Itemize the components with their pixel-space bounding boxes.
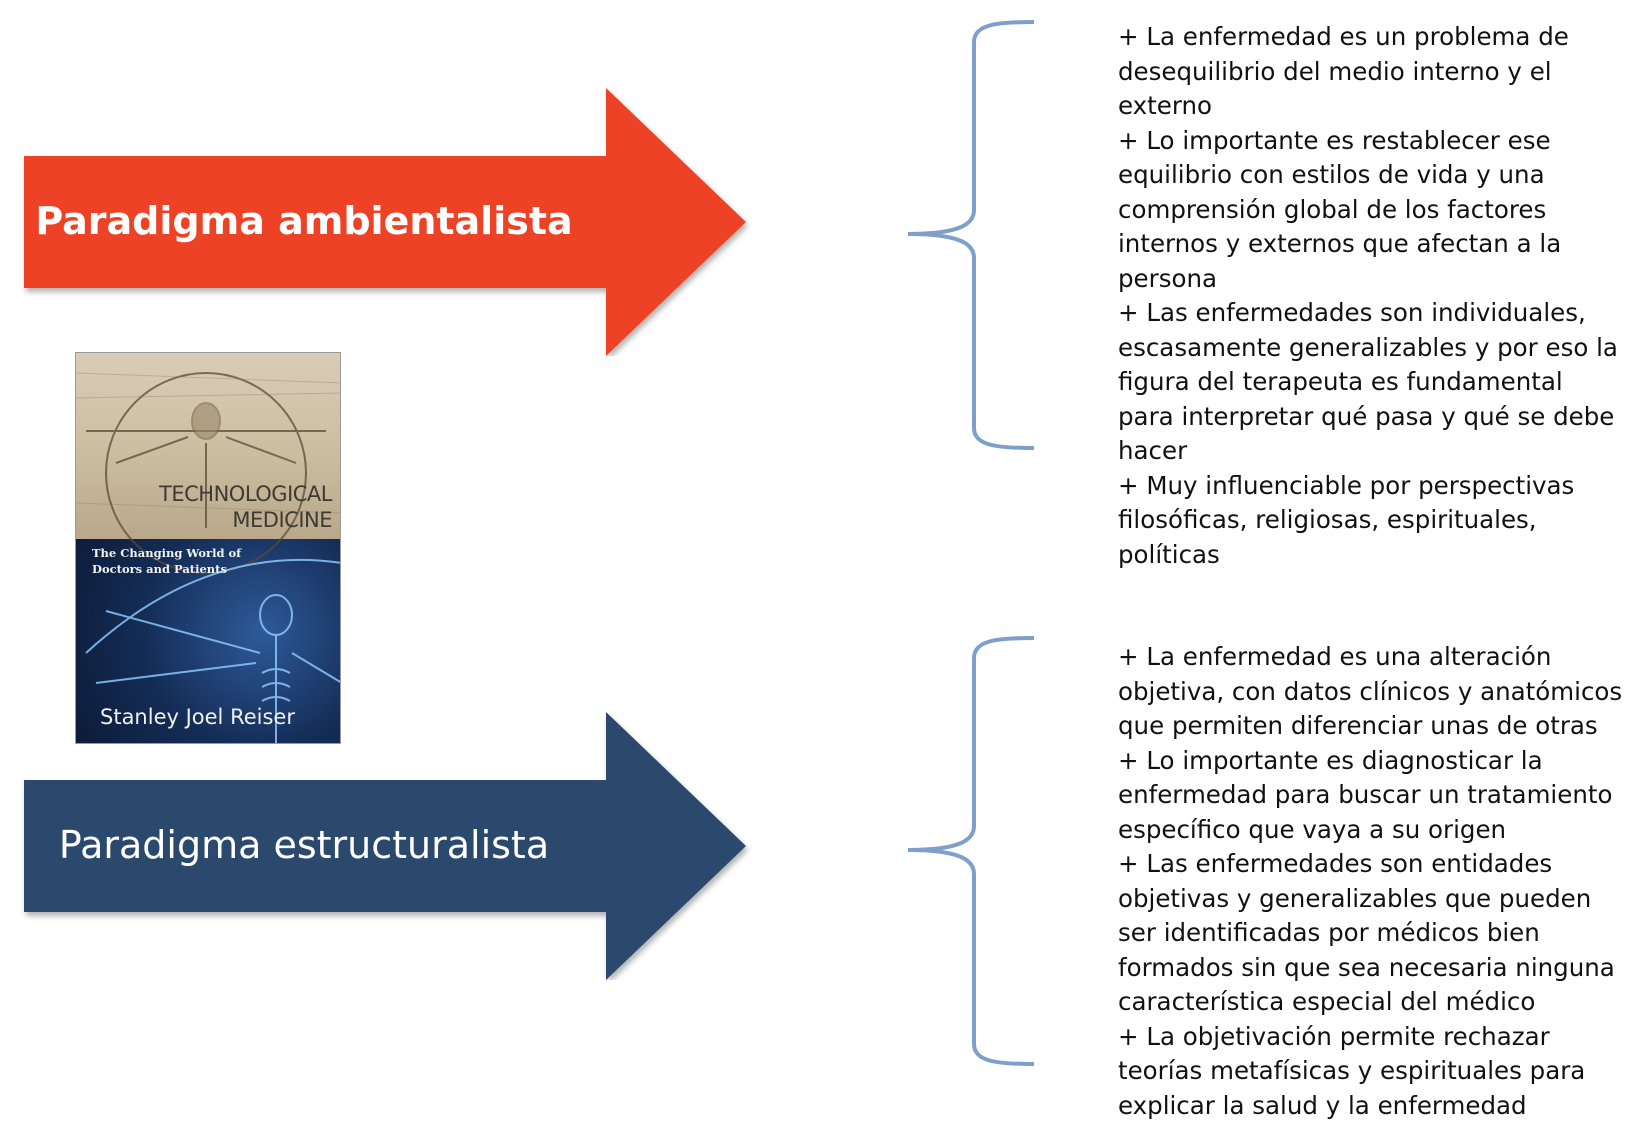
book-cover-image bbox=[75, 352, 341, 744]
brace-path bbox=[908, 22, 1034, 448]
book-title bbox=[159, 481, 332, 533]
point-item: + La objetivación permite rechazar teorías metafísicas y espirituales para explicar la salud y la enfermedad bbox=[1118, 1021, 1586, 1120]
book-title-line: TECHNOLOGICAL bbox=[159, 482, 332, 506]
arrow-label: Paradigma ambientalista bbox=[35, 199, 573, 243]
points-list-ambientalista bbox=[1118, 20, 1624, 572]
arrow-label: Paradigma estructuralista bbox=[58, 823, 550, 867]
curly-brace-bottom bbox=[900, 630, 1040, 1070]
book-title-line: MEDICINE bbox=[232, 508, 332, 532]
book-author: Stanley Joel Reiser bbox=[100, 705, 295, 729]
arrow-paradigma-ambientalista bbox=[18, 86, 753, 356]
book-subtitle-line: The Changing World of bbox=[92, 546, 242, 560]
point-item: + Las enfermedades son individuales, escasamente generalizables y por eso la figura del terapeuta es fundamental para interpretar qué pasa y qué se debe hacer bbox=[1118, 298, 1618, 465]
arrow-paradigma-estructuralista bbox=[18, 710, 753, 980]
curly-brace-top bbox=[900, 14, 1040, 454]
point-item: + Lo importante es diagnosticar la enfermedad para buscar un tratamiento específico que vaya a su origen bbox=[1118, 745, 1613, 844]
point-item: + Lo importante es restablecer ese equilibrio con estilos de vida y una comprensión global de los factores internos y externos que afectan a la persona bbox=[1118, 125, 1562, 293]
point-item: + Muy influenciable por perspectivas filosóficas, religiosas, espirituales, políticas bbox=[1118, 470, 1575, 569]
point-item: + La enfermedad es un problema de desequilibrio del medio interno y el externo bbox=[1118, 22, 1569, 120]
book-subtitle-line: Doctors and Patients bbox=[92, 562, 227, 576]
points-list-estructuralista bbox=[1118, 640, 1624, 1123]
point-item: + Las enfermedades son entidades objetivas y generalizables que pueden ser identificadas por médicos bien formados sin que sea necesaria ninguna característica especial del médico bbox=[1118, 849, 1615, 1016]
book-subtitle bbox=[92, 545, 241, 577]
point-item: + La enfermedad es una alteración objetiva, con datos clínicos y anatómicos que permiten diferenciar unas de otras bbox=[1118, 642, 1623, 740]
brace-path bbox=[908, 638, 1034, 1064]
